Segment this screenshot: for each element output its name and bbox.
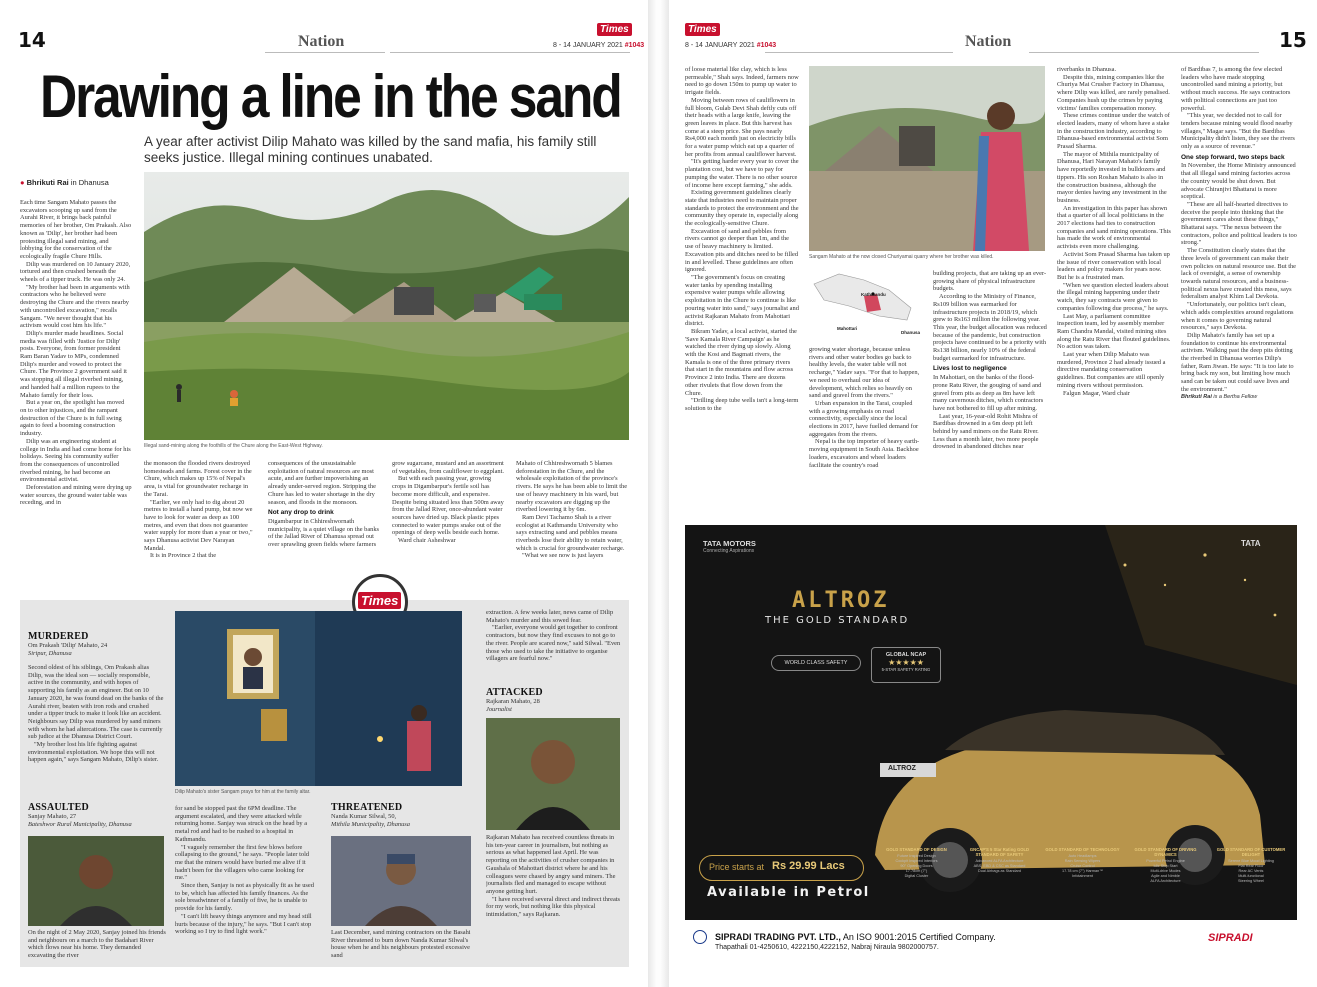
times-box-logo: Times [358,592,401,609]
feature-line: Cruise Control [1070,864,1095,868]
paragraph: grow sugarcane, mustard and an assortment of vegetables, from cauliflower to eggplant. [392,460,504,475]
paragraph: But with each passing year, growing crops in Digambarpur's fertile soil has become more difficult, and expensive. Despite being situated less than 500m away from the Jallad River, once-abundant water sources have dried up. Black plastic pipes connected to water pumps snake out of the openings of deep wells beside each home. [392,475,504,537]
dealer-name: SIPRADI TRADING PVT. LTD., [715,932,841,942]
feature-lines [877,854,956,879]
victim-role: Journalist [486,705,512,713]
sand-mining-landscape [144,172,629,440]
paragraph: of loose material like clay, which is less permeable," Shah says. Indeed, farmers now need to go down 150m to pump up water to irrigate fields. [685,66,799,97]
feature-safety [960,847,1039,917]
altar-scene [175,611,462,786]
feature-line: Agile and Nimble [1151,874,1180,878]
map-label-dhanusa: Dhanusa [901,330,921,335]
paragraph: In Mahottari, on the banks of the flood-prone Ratu River, the gouging of sand and gravel from pits as deep as 8m have left many cavernous ditches, which contractors have not bothered to fill up after mining. [933,374,1044,412]
paragraph: On the night of 2 May 2020, Sanjay joined his friends and neighbours on a march to the Badahari River which flows near his home. They demanded excavating the river [28,929,166,960]
article-column-3 [268,460,380,588]
dateline-issue: #1043 [624,42,645,49]
dealer-cert: An ISO 9001:2015 Certified Company. [840,932,996,942]
paragraph: Despite this, mining companies like the Churiya Mai Crusher Factory in Dhanusa, where Dilip was killed, are rarely penalised. Companies hush up the crimes by paying victims' families compensation money. [1057,73,1170,112]
altar-photo-caption: Dilip Mahato's sister Sangam prays for him at the family altar. [175,789,311,795]
victim-place: Siripur, Dhanusa [28,649,72,657]
feature-line: Rain Sensing Wipers [1064,859,1101,863]
article-column-3 [933,270,1047,512]
paragraph: "My brother lost his life fighting against environmental exploitation. We hope this will not happen again," says Sangam Mahato, Dilip's sister. [28,741,159,764]
paragraph: "I have received several direct and indirect threats for my work, but nothing like this physical intimidation," says Rajkaran. [486,895,621,919]
paragraph: "What we see now is just layers [522,552,604,560]
availability-text: Available in Petrol [707,885,870,900]
paragraph: "It's getting harder every year to cover the plantation cost, but we have to pay for pumping the water. There is no other source of income here except farming," she adds. [685,158,799,189]
paragraph: Existing government guidelines clearly state that industries need to maintain proper standards to protect the environment and the community they operate in, especially along the ecologically-sensitive Chure. [685,189,799,228]
article-column-4 [1057,66,1171,512]
portrait-figure [28,836,164,926]
paragraph: extraction. A few weeks later, news came of Dilip Mahato's murder and this sowed fear. [486,609,614,624]
byline-name: Bhrikuti Rai [26,178,69,187]
paragraph: Activist Som Prasad Sharma has taken up the issue of river conservation with local leaders and policy makers for years now. But he is a frustrated man. [1057,250,1170,281]
paragraph: An investigation in this paper has shown that a quarter of all local politicians in the 2017 elections had ties to construction companies and sand mining operations. This has made the work of environmental activists even more challenging. [1057,204,1171,251]
paragraph: growing water shortage, because unless rivers and other water bodies go back to healthy levels, the water table will not recharge," Yadav says. "For that to happen, we need to overhaul our idea of development, which relies so heavily on sand and gravel from the rivers." [809,346,920,400]
paragraph: But a year on, the spotlight has moved on to other injustices, and the rampant destruction of the Chure is in full swing again to feed a booming construction industry. [20,399,125,438]
paragraph: "This year, we decided not to call for tenders because mining would flood nearby villages," Magar says. "But the Bardibas Municipality didn't listen, they see the rivers only as a source of revenue." [1181,112,1295,151]
paragraph: of Bardibas 7, is among the few elected leaders who have made stopping uncontrolled sand mining a priority, but without much success. He says contractors with political connections are just too powerful. [1181,66,1291,112]
byline-place: in Dhanusa [70,178,109,187]
murdered-name [28,642,168,657]
article-column-1 [685,66,799,512]
threatened-name [331,813,481,828]
article-column-2 [144,460,256,588]
main-photo-sand-mining [144,172,629,440]
dateline-date: 8 - 14 JANUARY 2021 [685,42,757,49]
paragraph: "The government's focus on creating water tanks by spending installing expensive water pumps while allowing exploitation in the Chure to continue is like pouring water into sand," says journalist and activist Rajkaran Mahato from Mahottari district. [685,273,799,328]
paragraph: Nepal is the top importer of heavy earth-moving equipment in South Asia. Backhoe loaders, excavators and wheel loaders facilitate the country's road [809,438,920,469]
altroz-model: ALTROZ [792,588,890,613]
feature-lines [1043,854,1122,879]
paragraph: Ram Devi Tachamo Shah is a river ecologist at Kathmandu University who says extracting sand and pebbles means riverbeds lose their ability to retain water, which is crucial for groundwater recharge. [516,513,625,552]
assaulted-name [28,813,178,828]
header-rule [765,52,953,53]
times-logo: Times [685,23,720,36]
attacked-text [486,834,621,964]
header-rule [390,52,630,53]
feature-title: GNCAP'S 5 Star Rating GOLD STANDARD OF SAFETY [969,847,1030,857]
standfirst: A year after activist Dilip Mahato was killed by the sand mafia, his family still seeks justice. Illegal mining continues unabated. [144,134,597,165]
section-title-right: Nation [965,33,1012,50]
paragraph: Bikram Yadav, a local activist, started the 'Save Kamala River Campaign' as he watched the river dying up slowly. Along with the Kosi and Bagmati rivers, the Kamala is one of the three primary rivers that start in the mountains and flow across Province 2 into India. There are dozens other rivulets that flow down from the Chure. [685,327,797,397]
tata-altroz-ad[interactable] [685,525,1297,920]
assaulted-text [28,929,168,965]
subhead: Not any drop to drink [268,509,334,517]
world-class-safety-badge: WORLD CLASS SAFETY [771,655,861,671]
paragraph: "My brother had been in arguments with contractors who he believed were destroying the Chure and the rivers nearby with uncontrolled excavation," recalls Sangam. "We never thought that his activism would cost him his life." [20,283,130,330]
feature-line: Rear AC Vents [1238,869,1264,873]
feature-line: Steering Wheel [1238,879,1264,883]
feature-lines [1126,859,1205,884]
page-number-right: 15 [1279,28,1307,52]
rajkaran-portrait [486,718,620,830]
main-photo-caption: Illegal sand-mining along the foothills of the Chure along the East-West Highway. [144,443,323,449]
paragraph: the monsoon the flooded rivers destroyed homesteads and farms. Forest cover in the Chure, which makes up 15% of Nepal's area, is vital for groundwater recharge in the Tarai. [144,460,252,498]
paragraph: Dilip Mahato's family has set up a foundation to continue his environmental activism. Walking past the deep pits dotting the riverbed in Dhanusa worries Dilip's father, Ram Jiwan. He says: "It is too late to bring back my son, but limiting how much sand can be taken out could save lives and the environment." [1181,331,1294,393]
author-sign [1181,394,1297,402]
section-title-left: Nation [298,33,345,50]
ncap-stars: ★★★★★ [888,658,924,667]
quarry-scene [809,66,1045,251]
victim-name: Om Prakash 'Dilip' Mahato, 24 [28,642,108,649]
feature-title: GOLD STANDARD OF DRIVING DYNAMICS [1134,847,1197,857]
sangam-quarry-photo [809,66,1045,251]
author-sign-rest: is a Bertha Fellow [1213,393,1258,400]
subhead: Lives lost to negligence [933,365,1007,373]
left-page [0,0,648,987]
paragraph: Dilip was an engineering student at college in India and had come home for his holidays. Seeing his community suffer from the consequences of uncontrolled riverbed mining, he had become an environmental activist. [20,437,131,484]
price-label: Price starts at [709,862,765,872]
paragraph: "I vaguely remember the first few blows before collapsing to the ground," he says. "People later told me that the miners would have buried me alive if it hadn't been for the villagers who came looking for me." [175,843,310,882]
assaulted-continued [175,805,315,965]
dealer-line-1 [715,932,996,942]
paragraph: The mayor of Mithila municipality of Dhanusa, Hari Narayan Mahato's family have reportedly invested in bulldozers and tippers. His son Roshan Mahato is also in the construction business, although the mayor denies having any investment in the business. [1057,150,1167,204]
paragraph: These crimes continue under the watch of elected leaders, many of whom have a stake in the construction industry, according to Dhanusa-based environmental activist Som Prasad Sharma. [1057,112,1170,151]
feature-line: Future Inspired Design [897,854,936,858]
feature-lines [1209,859,1293,884]
sangam-photo-caption: Sangam Mahato at the now closed Churiyamai quarry where her brother was killed. [809,254,994,260]
nanda-portrait [331,836,471,926]
article-column-2 [809,346,923,512]
tata-motors-tagline: Connecting Aspirations [703,548,755,554]
feature-title: GOLD STANDARD OF DESIGN [886,847,947,852]
feature-line: ALFA Architecture [1150,879,1181,883]
tata-motors-brand: TATA MOTORS [703,539,756,548]
article-column-5 [516,460,629,588]
dealer-contacts: Thapathali 01-4250610, 4222150,4222152, Nabraj Niraula 9802000757. [715,944,939,951]
portrait-figure [486,718,620,830]
feature-line: Multi-drive Modes [1150,869,1181,873]
times-logo: Times [597,23,632,36]
feature-line: Advanced ALFA Architecture [975,859,1024,863]
sanjay-portrait [28,836,164,926]
paragraph: "These are all half-hearted directives to deceive the people into thinking that the government cares about these things," Bhattarai says. "The nexus between the contractors, police and political leaders is too strong." [1181,200,1297,247]
page-number-left: 14 [18,28,46,52]
dateline-right [685,42,776,49]
murdered-label: MURDERED [28,631,89,642]
feature-technology [1043,847,1122,917]
paragraph: Urban expansion in the Tarai, coupled with a growing emphasis on road connectivity, especially since the local elections in 2017, have fuelled demand for aggregates from the rivers. [809,399,919,438]
victim-name: Nanda Kumar Silwal, 50, [331,813,397,820]
feature-customer-delight [1209,847,1293,917]
dateline-issue: #1043 [756,42,777,49]
tata-logo: TATA [1241,539,1261,548]
right-page [669,0,1317,987]
feature-line: Digital Cluster [904,874,929,878]
price-value: Rs 29.99 Lacs [772,860,845,872]
victim-name: Sanjay Mahato, 27 [28,813,77,820]
paragraph: "Unfortunately, our politics isn't clean, which adds complexities around regulations when it comes to governing natural resources," says Devkota. [1181,301,1294,332]
feature-line: Dual Airbags as Standard [977,869,1022,873]
murdered-text [28,664,164,796]
feature-line: Cockpit Inspired Interiors [895,859,938,863]
paragraph: In November, the Home Ministry announced that all illegal sand mining factories across the country would be shut down. But advocate Chiranjivi Bhattarai is more sceptical. [1181,162,1296,201]
byline: ● Bhrikuti Rai in Dhanusa [20,178,109,187]
feature-line: Auto Headlamps [1068,854,1097,858]
paragraph: Moving between rows of cauliflowers in full bloom, Gulab Devi Shah deftly cuts off their heads with a large knife, leaving the green leaves in place. But this harvest has come at a steep price. She pays nearly Rs4,000 each month just on electricity bills for a water pump which eat up a quarter of her profits from annual cauliflower harvest. [685,96,797,158]
feature-lines [960,859,1039,874]
paragraph: The Constitution clearly states that the three levels of government can make their own policies on natural resource use. But the lack of oversight, a sense of ownership towards natural resources, and a business-political nexus have created this mess, says federalism analyst Khim Lal Devkota. [1181,247,1297,301]
article-column-1 [20,199,132,589]
feature-line: 17.78cm (7") [905,869,928,873]
article-column-5 [1181,66,1297,512]
feature-line: Multi-functional [1238,874,1264,878]
paragraph: It is in Province 2 that the [150,552,217,560]
feature-line: ABS, EBD & CSC as Standard [973,864,1026,868]
dateline-date: 8 - 14 JANUARY 2021 [553,42,625,49]
ncap-title: GLOBAL NCAP [885,652,927,658]
portrait-figure [331,836,471,926]
threatened-text [331,929,476,965]
threatened-continued [486,609,621,683]
feature-line: Idle Stop Start [1153,864,1178,868]
attacked-label: ATTACKED [486,687,543,698]
altar-photo [175,611,462,786]
paragraph: "Earlier, we only had to dig about 20 metres to install a hand pump, but now we have to look for water as deep as 100 metres, and even that does not guarantee water supply for more than a year or two," says Dhanusa activist Dev Narayan Mandal. [144,498,253,552]
feature-design [877,847,956,917]
paragraph: Rajkaran Mahato has received countless threats in his ten-year career in journalism, but nothing as serious as what happened last April. He was reporting on the activities of crusher companies in Gaushala of Mahottari district where he and his colleagues were chased by angry sand miners. The journalists fled and managed to escape without anyone getting hurt. [486,834,616,895]
feature-line: Serene Blue Mood Lighting [1228,859,1274,863]
assaulted-label: ASSAULTED [28,802,89,813]
victim-place: Bateshwor Rural Municipality, Dhanusa [28,820,132,828]
paragraph: Since then, Sanjay is not as physically fit as he used to be, which has affected his family finances. As the sole breadwinner of a family of five, he is unable to provide for his family. [175,882,314,913]
paragraph: riverbanks in Dhanusa. [1057,66,1117,73]
attacked-name [486,698,616,713]
tata-badge-icon [693,930,707,944]
paragraph: "Earlier, everyone would get together to confront contractors, but now they find excuses to not go to the river. People are scared now," said Silwal. "Even those who used to take the initiative to organise villagers are fearful now." [486,624,621,663]
map-label-mahottari: Mahottari [837,326,858,331]
header-rule [1029,52,1259,53]
subhead: One step forward, two steps back [1181,153,1285,161]
feature-line: 90° Opening Doors [900,864,933,868]
article-column-4 [392,460,504,588]
paragraph: for sand be stopped past the 6PM deadline. The argument escalated, and they were attacked while returning home. Sanjay was struck on the head by a metal rod and had to be rushed to a hospital in Kathmandu. [175,805,308,843]
paragraph: Mahato of Chhireshwornath 5 blames deforestation in the Chure, and the wholesale exploitation of the province's rivers. He says he has been able to limit the use of heavy machinery in his ward, but nearby excavators are digging up the riverbed lowering it by 6m. [516,460,628,514]
victim-name: Rajkaran Mahato, 28 [486,698,540,705]
threatened-label: THREATENED [331,802,403,813]
ncap-badge [871,647,941,683]
paragraph: Falgun Magar, Ward chair [1063,389,1130,397]
paragraph: "I can't lift heavy things anymore and my head still hurts because of the injury," he says. "But I can't stop working so I try to find light work." [175,912,312,936]
dateline-left [553,42,644,49]
paragraph: building projects, that are taking up an ever-growing share of physical infrastructure budgets. [933,270,1047,293]
paragraph: Last year when Dilip Mahato was murdered, Province 2 had already issued a directive mandating conservation guidelines. But companies are still openly mining rivers without permission. [1057,351,1166,389]
paragraph: Second oldest of his siblings, Om Prakash alias Dilip, was the ideal son — socially responsible, active in the community, and with hopes of supporting his family as an engineer. But on 10 January 2020, he was found dead on the banks of the Aurahi river, beaten with iron rods and crushed under a tipper truck to make it look like an accident. Neighbours say Dilip was murdered by sand miners with whom he had altercations. The case is currently sub judice at the Dhanusa District Court. [28,664,164,741]
header-rule [265,52,385,53]
paragraph: Excavation of sand and pebbles from rivers cannot go deeper than 1m, and the use of heavy machinery is limited. Excavation pits and ditches need to be filled in and levelled. These guidelines are often ignored. [685,227,799,274]
license-plate: ALTROZ [888,765,916,772]
paragraph: Last December, sand mining contractors on the Basahi River threatened to burn down Nanda Kumar Silwal's house when he and his neighbours protested excessive sand [331,929,471,960]
paragraph: Last year, 16-year-old Rohit Mishra of Bardibas drowned in a 6m deep pit left behind by sand miners on the Ratu River. Less than a month later, two more people drowned in abandoned ditches near [933,412,1039,451]
paragraph: consequences of the unsustainable exploitation of natural resources are most acute, and are further impoverishing an already under-served region. Stripping the Chure has led to water shortage in the dry season, and floods in the monsoon. [268,460,376,506]
feature-driving-dynamics [1126,847,1205,917]
feature-line: Flat Rear Floor [1238,864,1264,868]
gold-standard-tagline: THE GOLD STANDARD [765,615,910,626]
paragraph: Deforestation and mining were drying up water sources, the ground water table was receding, and in [20,484,132,507]
headline: Drawing a line in the sand [40,63,621,130]
paragraph: Ward chair Asheshwar [398,537,456,545]
feature-line: 17.78 cm (7") Harman™ [1061,869,1104,873]
paragraph: Each time Sangam Mahato passes the excavators scooping up sand from the Aurahi River, it brings back painful memories of her brother, Om Prakash. Also known as 'Dilip', her brother had been protesting illegal sand mining, and lobbying for the conservation of the ecologically fragile Chure Hills. [20,199,132,260]
paragraph: Digambarpur in Chhireshwornath municipality, is a quiet village on the banks of the Jallad River of Dhanusa spread out over sprawling green fields where farmers [268,517,380,549]
paragraph: Last May, a parliament committee inspection team, led by assembly member Ram Chandra Mandal, visited mining sites along the Ratu River that flouted guidelines. No action was taken. [1057,312,1171,351]
spread-gutter [648,0,669,987]
paragraph: Dilip was murdered on 10 January 2020, tortured and then crushed beneath the wheels of a tipper truck. He was only 24. [20,260,131,284]
victim-place: Mithila Municipality, Dhanusa [331,820,410,828]
ncap-rating: 5-STAR SAFETY RATING [881,667,931,672]
paragraph: "Drilling deep tube wells isn't a long-term solution to the [685,397,799,412]
paragraph: "When we question elected leaders about the illegal mining happening under their watch, they say contracts were given to companies following due process," he says. [1057,281,1169,312]
map-label-kathmandu: Kathmandu [861,292,886,297]
paragraph: According to the Ministry of Finance, Rs109 billion was earmarked for infrastructure projects in 2018/19, which grew to Rs163 million the following year. This year, the budget allocation was reduced because of the pandemic, but construction projects have continued to be a priority with Rs138 billion, nearly 10% of the federal budget earmarked for infrastructure. [933,293,1047,362]
feature-title: GOLD STANDARD OF TECHNOLOGY [1045,847,1120,852]
paragraph: Dilip's murder made headlines. Social media was filled with 'Justice for Dilip' posts. Everyone, from former president Ram Baran Yadav to MPs, condemned Dilip's murder and vowed to protect the Chure. The Province 2 government said it was stopping all illegal riverbed mining, and handed half a million rupees to the Mahato family for their loss. [20,329,127,399]
feature-line: Infotainment [1072,874,1093,878]
feature-title: GOLD STANDARD OF CUSTOMER DELIGHT [1216,847,1286,857]
feature-line: Powerful Petrol Engine [1146,859,1185,863]
author-sign-name: Bhrikuti Rai [1181,393,1212,400]
sipradi-logo: SIPRADI [1208,932,1253,944]
